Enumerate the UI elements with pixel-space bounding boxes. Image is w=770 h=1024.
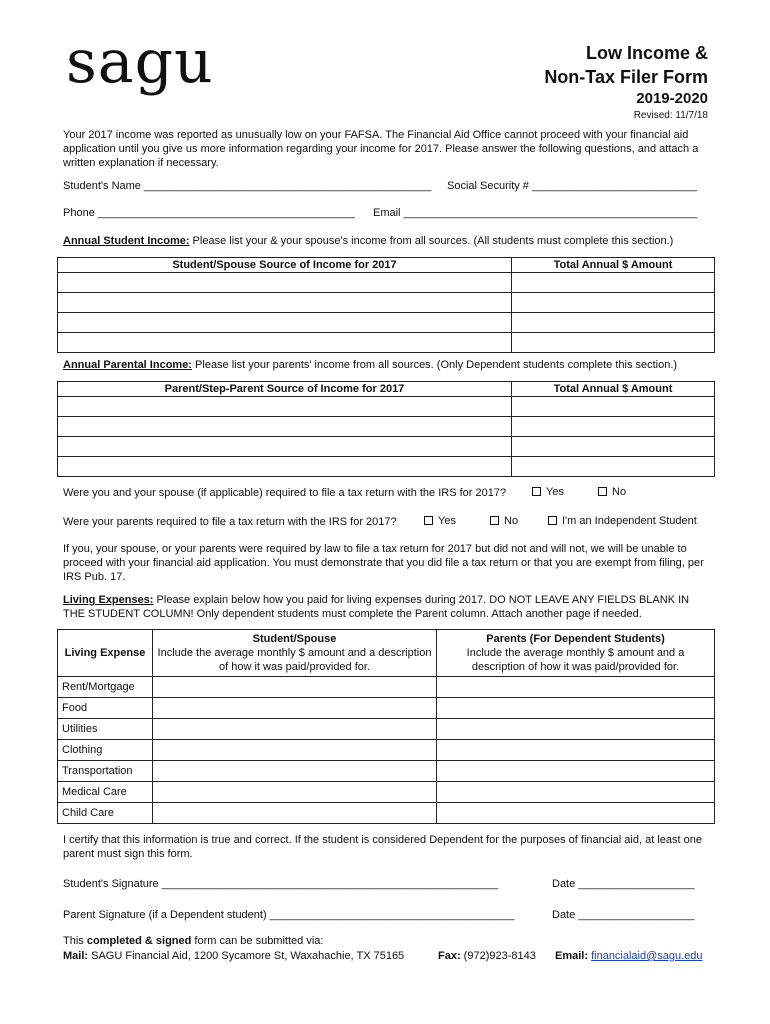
parent-income-col-source: Parent/Step-Parent Source of Income for 2017 <box>58 382 512 397</box>
table-row: Child Care <box>58 803 715 824</box>
student-name-field[interactable]: Student's Name _______________________________________________ <box>63 180 432 192</box>
col-student-spouse: Student/Spouse Include the average monthly $ amount and a description of how it was paid/provided for. <box>153 630 437 677</box>
student-signature-field[interactable]: Student's Signature _______________________________________________________ <box>63 878 499 890</box>
living-expenses-text: Please explain below how you paid for living expenses during 2017. DO NOT LEAVE ANY FIELDS BLANK IN THE STUDENT COLUMN! Only dependent students must complete the Parent column. Attach another page if needed. <box>63 594 690 620</box>
student-income-instruction <box>63 235 673 247</box>
table-row: Rent/Mortgage <box>58 677 715 698</box>
parent-date-field[interactable]: Date ___________________ <box>552 909 695 921</box>
student-income-table <box>57 257 715 353</box>
q1-yes-option[interactable]: Yes <box>532 486 564 498</box>
table-row <box>58 397 715 417</box>
form-title-line2: Non-Tax Filer Form <box>544 67 708 87</box>
table-row <box>58 457 715 477</box>
tax-note: If you, your spouse, or your parents were required by law to file a tax return for 2017 but did not and will not, we will be unable to proceed with your financial aid application. You must demonstrate that you did file a tax return or that you are exempt from filing, per IRS Pub. 17. <box>63 543 704 583</box>
parent-income-instruction <box>63 359 677 371</box>
table-row <box>58 333 715 353</box>
student-date-field[interactable]: Date ___________________ <box>552 878 695 890</box>
q2-independent-option[interactable]: I'm an Independent Student <box>548 515 697 527</box>
table-row: Medical Care <box>58 782 715 803</box>
table-row: Clothing <box>58 740 715 761</box>
form-title-line1: Low Income & <box>585 43 708 63</box>
student-income-text: Please list your & your spouse's income from all sources. (All students must complete this section.) <box>189 235 674 247</box>
checkbox-icon[interactable] <box>598 487 607 496</box>
checkbox-icon[interactable] <box>490 516 499 525</box>
form-year: 2019-2020 <box>636 90 708 107</box>
parent-income-col-amount: Total Annual $ Amount <box>512 382 715 397</box>
table-row <box>58 293 715 313</box>
checkbox-icon[interactable] <box>424 516 433 525</box>
sagu-logo: sagu <box>66 27 214 97</box>
fax-number: Fax: (972)923-8143 <box>438 950 536 962</box>
email-contact: Email: financialaid@sagu.edu <box>555 950 703 962</box>
ssn-field[interactable]: Social Security # ___________________________ <box>447 180 698 192</box>
q1-no-option[interactable]: No <box>598 486 626 498</box>
q2-text: Were your parents required to file a tax return with the IRS for 2017? <box>63 516 397 528</box>
col-living-expense: Living Expense <box>58 630 153 677</box>
table-row: Utilities <box>58 719 715 740</box>
table-row: Transportation <box>58 761 715 782</box>
parent-income-heading: Annual Parental Income: <box>63 359 192 371</box>
parent-income-table <box>57 381 715 477</box>
student-income-heading: Annual Student Income: <box>63 235 190 247</box>
submit-instruction: This completed & signed form can be submitted via: <box>63 935 324 947</box>
certify-text: I certify that this information is true and correct. If the student is considered Dependent for the purposes of financial aid, at least one parent must sign this form. <box>63 834 702 860</box>
living-expenses-instruction <box>63 593 711 621</box>
table-row <box>58 313 715 333</box>
email-link[interactable]: financialaid@sagu.edu <box>591 950 703 962</box>
phone-field[interactable]: Phone __________________________________________ <box>63 207 355 219</box>
parent-income-text: Please list your parents' income from all sources. (Only Dependent students complete this section.) <box>191 359 678 371</box>
col-parents: Parents (For Dependent Students) Include the average monthly $ amount and a description of how it was paid/provided for. <box>437 630 715 677</box>
table-row <box>58 417 715 437</box>
living-expenses-table <box>57 629 715 824</box>
q2-no-option[interactable]: No <box>490 515 518 527</box>
table-row: Food <box>58 698 715 719</box>
revised-date: Revised: 11/7/18 <box>633 110 708 121</box>
checkbox-icon[interactable] <box>548 516 557 525</box>
mail-address: Mail: SAGU Financial Aid, 1200 Sycamore St, Waxahachie, TX 75165 <box>63 950 405 962</box>
checkbox-icon[interactable] <box>532 487 541 496</box>
table-row <box>58 437 715 457</box>
q1-text: Were you and your spouse (if applicable) required to file a tax return with the IRS for 2017? <box>63 487 507 499</box>
student-income-col-source: Student/Spouse Source of Income for 2017 <box>58 258 512 273</box>
parent-signature-field[interactable]: Parent Signature (if a Dependent student) ________________________________________ <box>63 909 515 921</box>
q2-yes-option[interactable]: Yes <box>424 515 456 527</box>
living-expenses-heading: Living Expenses: <box>63 594 154 606</box>
student-income-col-amount: Total Annual $ Amount <box>512 258 715 273</box>
table-row <box>58 273 715 293</box>
email-field[interactable]: Email ________________________________________________ <box>373 207 698 219</box>
intro-paragraph: Your 2017 income was reported as unusually low on your FAFSA. The Financial Aid Office cannot proceed with your financial aid application until you give us more information regarding your income for 2017. Please answer the following questions, and attach a written explanation if necessary. <box>63 129 699 169</box>
